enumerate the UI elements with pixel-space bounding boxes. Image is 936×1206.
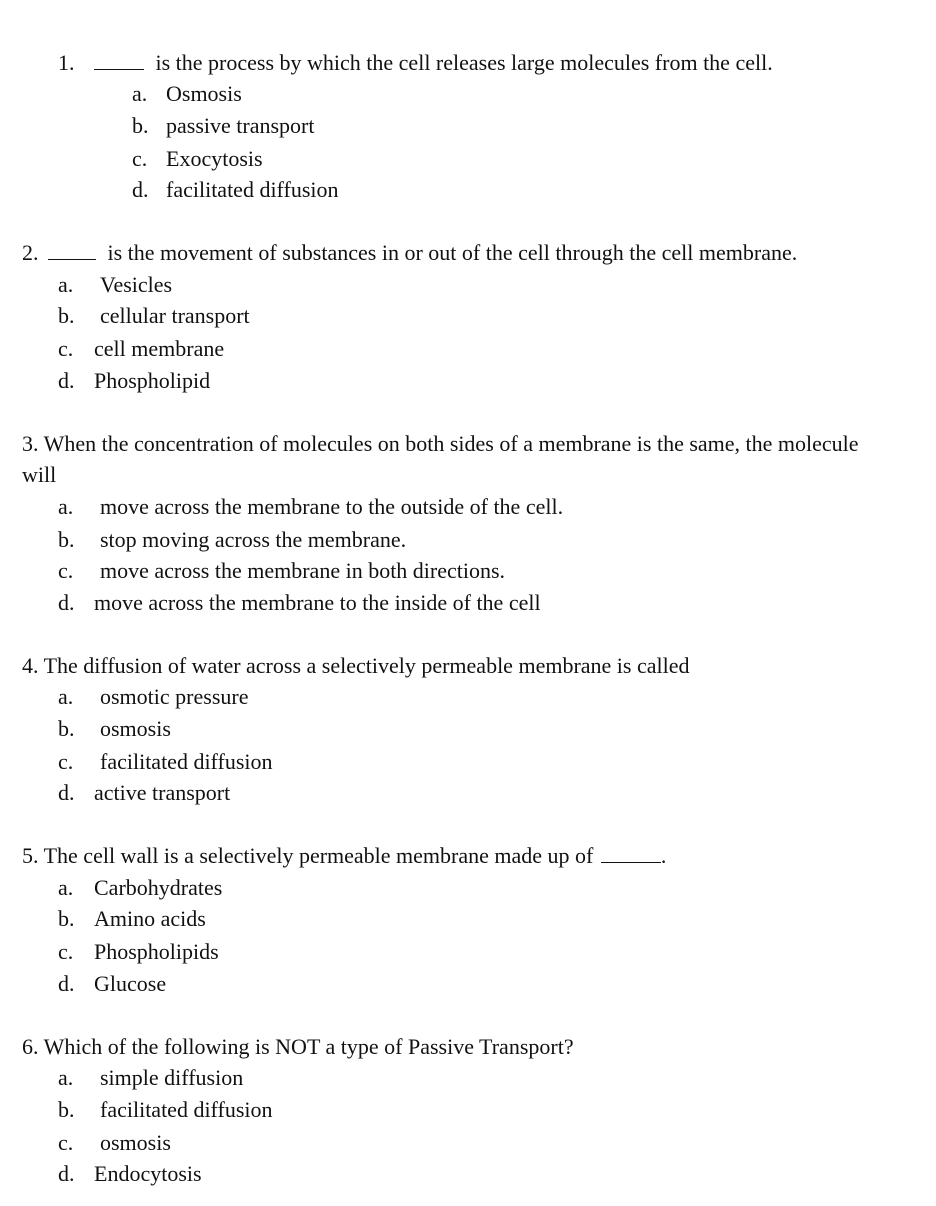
answer-blank	[94, 51, 144, 70]
option: a. Vesicles	[58, 272, 173, 297]
option: b. stop moving across the membrane.	[58, 527, 407, 552]
option: c. Exocytosis	[132, 146, 263, 171]
option: c. Phospholipids	[58, 939, 219, 964]
option: b. Amino acids	[58, 906, 206, 931]
question-5-stem: 5. The cell wall is a selectively permeable membrane made up of .	[22, 843, 667, 868]
option: c. facilitated diffusion	[58, 749, 273, 774]
option: d. active transport	[58, 780, 231, 805]
option: a. Carbohydrates	[58, 875, 223, 900]
option: d. Endocytosis	[58, 1161, 202, 1186]
option: c. osmosis	[58, 1130, 171, 1155]
answer-blank	[601, 844, 661, 863]
option: b. facilitated diffusion	[58, 1097, 273, 1122]
option: d. move across the membrane to the inside of the cell	[58, 590, 541, 615]
question-3-stem: 3. When the concentration of molecules on both sides of a membrane is the same, the molecule	[22, 431, 859, 456]
option: d. facilitated diffusion	[132, 177, 339, 202]
question-number: 2.	[22, 240, 39, 265]
question-1-stem	[58, 50, 773, 76]
option: b. cellular transport	[58, 303, 250, 328]
option: b. passive transport	[132, 113, 315, 138]
question-stem-text: is the movement of substances in or out of the cell through the cell membrane.	[107, 240, 798, 265]
option: b. osmosis	[58, 716, 171, 741]
question-stem-text: is the process by which the cell releases large molecules from the cell.	[155, 50, 773, 75]
question-stem-text: 5. The cell wall is a selectively permeable membrane made up of	[22, 843, 594, 868]
question-4-stem: 4. The diffusion of water across a selectively permeable membrane is called	[22, 653, 690, 678]
option: a. osmotic pressure	[58, 684, 249, 709]
option: d. Glucose	[58, 971, 167, 996]
question-number: 1.	[58, 50, 75, 75]
question-3-stem-continued: will	[22, 462, 57, 487]
option: a. Osmosis	[132, 81, 242, 106]
question-6-stem: 6. Which of the following is NOT a type of Passive Transport?	[22, 1034, 574, 1059]
option: a. simple diffusion	[58, 1065, 244, 1090]
option: c. move across the membrane in both directions.	[58, 558, 506, 583]
option: c. cell membrane	[58, 336, 225, 361]
answer-blank	[48, 241, 96, 260]
question-2-stem	[22, 240, 797, 266]
option: a. move across the membrane to the outside of the cell.	[58, 494, 564, 519]
option: d. Phospholipid	[58, 368, 211, 393]
